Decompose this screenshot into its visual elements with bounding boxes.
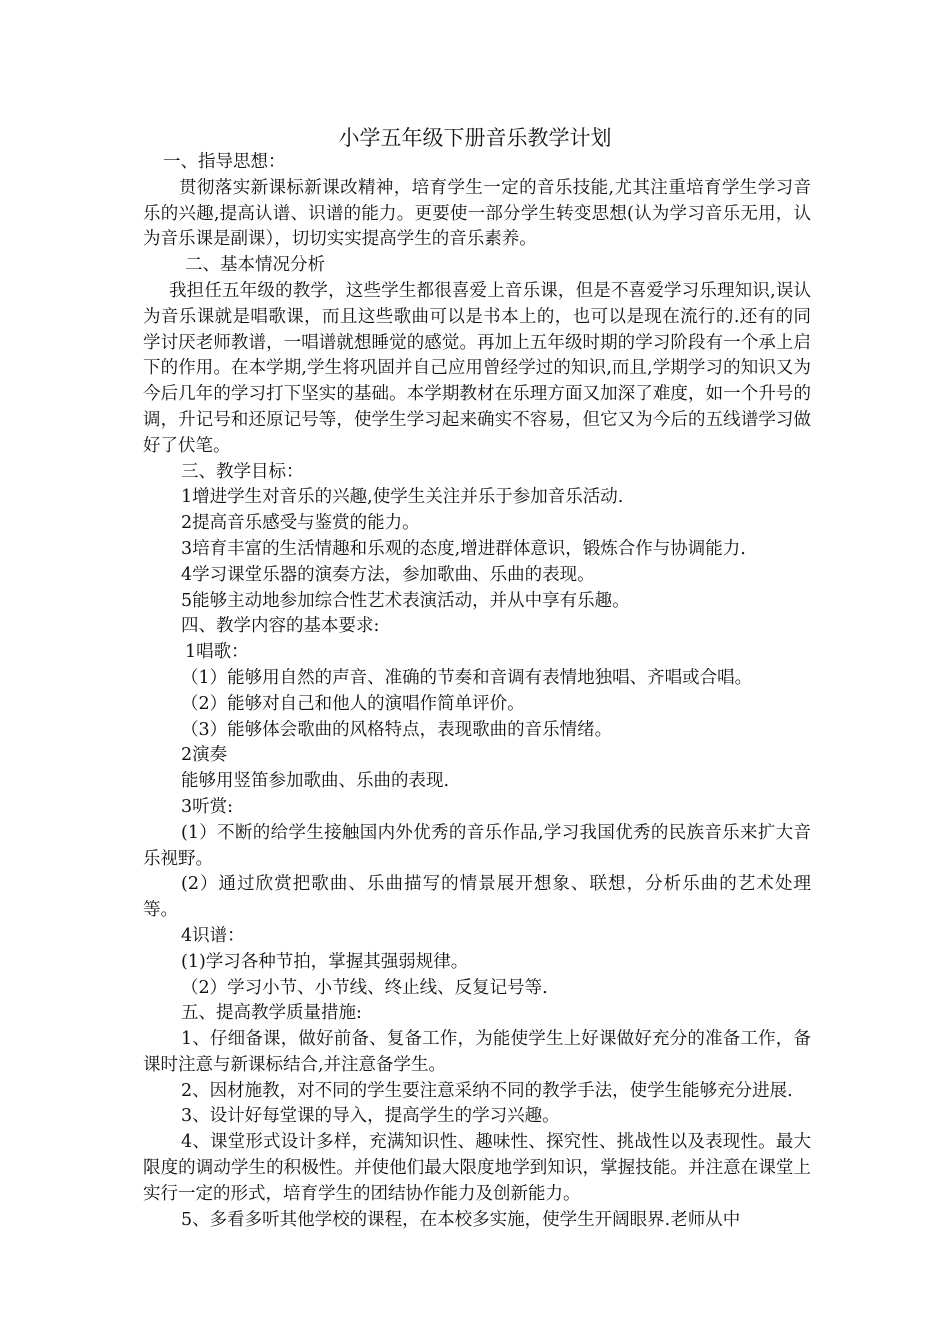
list-item-notation-2: （2）学习小节、小节线、终止线、反复记号等.: [181, 977, 548, 998]
list-item-goal-2: 2提高音乐感受与鉴赏的能力。: [181, 513, 420, 534]
section-heading-guiding-ideology: 一、指导思想：: [163, 152, 286, 172]
list-item-listening-2: (2）通过欣赏把歌曲、乐曲描写的情景展开想象、联想，分析乐曲的艺术处理等。: [143, 874, 811, 921]
section-heading-content-requirements: 四、教学内容的基本要求:: [181, 616, 380, 637]
subheading-performance: 2演奏: [181, 745, 228, 766]
list-item-goal-4: 4学习课堂乐器的演奏方法，参加歌曲、乐曲的表现。: [181, 564, 595, 585]
paragraph-situation-analysis: 我担任五年级的教学，这些学生都很喜爱上音乐课，但是不喜爱学习乐理知识,误认为音乐课就是唱歌课，而且这些歌曲可以是书本上的，也可以是现在流行的.还有的同学讨厌老师教谱，一唱谱就想睡觉的感觉。再加上五年级时期的学习阶段有一个承上启下的作用。在本学期,学生将巩固并自己应用曾经学过的知识,而且,学期学习的知识又为今后几年的学习打下坚实的基础。本学期教材在乐理方面又加深了难度，如一个升号的调，升记号和还原记号等，使学生学习起来确实不容易，但它又为今后的五线谱学习做好了伏笔。: [143, 280, 811, 456]
list-item-measure-5: 5、多看多听其他学校的课程，在本校多实施，使学生开阔眼界.老师从中: [181, 1209, 741, 1230]
document-title: 小学五年级下册音乐教学计划: [338, 126, 612, 150]
document-body: [143, 150, 811, 1233]
list-item-notation-1: (1)学习各种节拍，掌握其强弱规律。: [181, 951, 469, 972]
list-item-goal-1: 1增进学生对音乐的兴趣,使学生关注并乐于参加音乐活动.: [181, 487, 624, 508]
paragraph-performance: 能够用竖笛参加歌曲、乐曲的表现.: [181, 771, 450, 792]
section-heading-situation-analysis: 二、基本情况分析: [185, 255, 325, 276]
list-item-measure-4: 4、课堂形式设计多样，充满知识性、趣味性、探究性、挑战性以及表现性。最大限度的调动学生的积极性。并使他们最大限度地学到知识，掌握技能。并注意在课堂上实行一定的形式，培育学生的团结协作能力及创新能力。: [143, 1132, 811, 1204]
list-item-singing-3: （3）能够体会歌曲的风格特点，表现歌曲的音乐情绪。: [181, 719, 613, 740]
list-item-measure-3: 3、设计好每堂课的导入，提高学生的学习兴趣。: [181, 1106, 560, 1127]
paragraph-guiding-ideology: 贯彻落实新课标新课改精神，培育学生一定的音乐技能,尤其注重培育学生学习音乐的兴趣,提高认谱、识谱的能力。更要使一部分学生转变思想(认为学习音乐无用，认为音乐课是副课），切切实实提高学生的音乐素养。: [143, 177, 811, 250]
subheading-listening: 3听赏:: [181, 796, 234, 817]
list-item-measure-2: 2、因材施教，对不同的学生要注意采纳不同的教学手法，使学生能够充分进展.: [181, 1080, 793, 1101]
subheading-singing: 1唱歌：: [185, 642, 249, 663]
list-item-measure-1: 1、仔细备课，做好前备、复备工作，为能使学生上好课做好充分的准备工作，备课时注意与新课标结合,并注意备学生。: [143, 1029, 811, 1075]
subheading-notation: 4识谱：: [181, 925, 245, 946]
list-item-singing-1: （1）能够用自然的声音、准确的节奏和音调有表情地独唱、齐唱或合唱。: [181, 667, 753, 688]
list-item-listening-1: (1）不断的给学生接触国内外优秀的音乐作品,学习我国优秀的民族音乐来扩大音乐视野。: [143, 822, 811, 869]
list-item-singing-2: （2）能够对自己和他人的演唱作简单评价。: [181, 693, 525, 714]
list-item-goal-5: 5能够主动地参加综合性艺术表演活动，并从中享有乐趣。: [181, 590, 630, 611]
section-heading-quality-measures: 五、提高教学质量措施:: [181, 1003, 362, 1024]
section-heading-teaching-goals: 三、教学目标：: [181, 461, 304, 482]
list-item-goal-3: 3培育丰富的生活情趣和乐观的态度,增进群体意识，锻炼合作与协调能力.: [181, 538, 746, 559]
